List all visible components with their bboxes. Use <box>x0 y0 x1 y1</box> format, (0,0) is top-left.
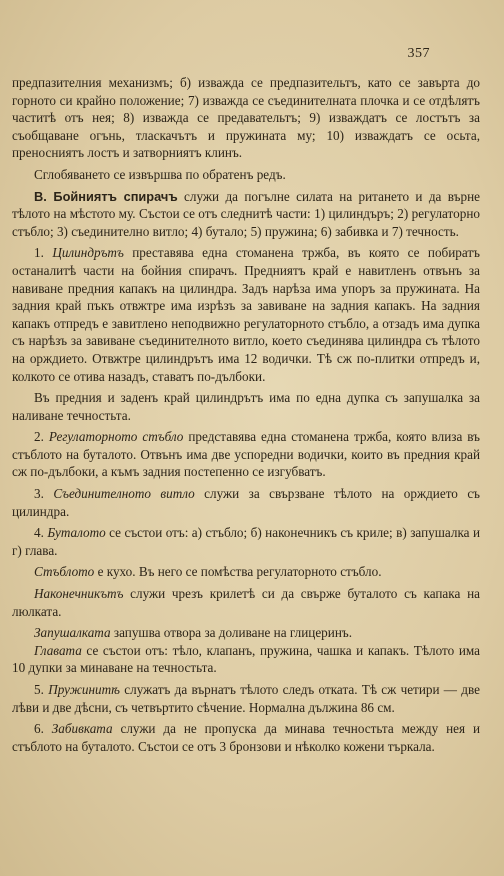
italic-term: Съединителното витло <box>53 486 195 502</box>
text-run: представява една стоманена тржба, която влиза въ стъблото на буталото. Отвънъ има две успоредни водички, които въ предния край сж по-дълбоки, а къмъ задния постепенно се изгубватъ. <box>12 429 480 480</box>
italic-term: Регулаторното стъбло <box>48 429 184 445</box>
text-run: се състои отъ: а) стъбло; б) наконечникъ съ криле; в) запушалка и г) глава. <box>12 525 481 558</box>
paragraph <box>12 563 480 581</box>
italic-term: Наконечникътъ <box>34 586 124 602</box>
italic-term: Пружинитѣ <box>48 682 120 697</box>
text-run: предпазителния механизмъ; б) изважда се предпазительтъ, като се завърта до горното си крайно положение; 7) изважда се съединителната плочка и се отдѣлятъ частитѣ отъ нея; 8) изважда се предавательтъ; 9) изваждатъ се лостътъ за съобщаване огънь, тласкачътъ и пружината му; 10) изваждатъ се осьта, преносниятъ лостъ и затворниятъ клинъ. <box>12 75 480 161</box>
paragraph <box>12 74 480 162</box>
paragraph <box>12 624 480 642</box>
text-run: Сглобяването се извършва по обратенъ редъ. <box>34 166 286 182</box>
text-run: запушва отвора за доливане на глицеринъ. <box>110 625 353 641</box>
italic-term: Главата <box>34 642 82 658</box>
text-run: служи чрезъ крилетѣ си да свърже буталото съ капака на люлката. <box>12 586 480 619</box>
text-run: Въ предния и заденъ край цилиндрътъ има по една дупка съ запушалка за наливане течностьта. <box>12 390 480 423</box>
page-text <box>12 74 480 755</box>
page-number: 357 <box>407 46 430 61</box>
text-run: служи за свързване тѣлото на орждието съ цилиндра. <box>12 486 481 519</box>
text-run: 1. <box>34 245 53 261</box>
paragraph <box>12 166 480 184</box>
italic-term: Цилиндрътъ <box>52 245 124 261</box>
italic-term: Буталото <box>47 525 106 541</box>
paragraph <box>12 642 480 677</box>
text-run: 6. <box>34 721 52 737</box>
text-run: служи да погълне силата на ритането и да върне тѣлото на мѣстото му. Състои се отъ следнитѣ части: 1) цилиндъръ; 2) регулаторно стъбло; 3) съединително витло; 4) бутало; 5) пружина; 6) забивка и 7) течность. <box>12 188 480 239</box>
paragraph <box>12 585 480 620</box>
text-run: е кухо. Въ него се помѣства регулаторното стъбло. <box>94 564 382 580</box>
italic-term: Запушалката <box>34 625 111 641</box>
text-run: 4. <box>34 525 48 541</box>
paragraph <box>12 524 480 559</box>
text-run: се състои отъ: тѣло, клапанъ, пружина, чашка и капакъ. Тѣлото има 10 дупки за минаване на течностьта. <box>12 642 480 676</box>
text-run: служи да не пропуска да минава течностьта между нея и стъблото на буталото. Състои се отъ 3 бронзови и нѣколко кожени търкала. <box>12 721 480 754</box>
text-run: служатъ да върнатъ тѣлото следъ отката. Тѣ сж четири — две лѣви и две дѣсни, съ четвъртито сѣчение. Нормална дължина 86 см. <box>12 682 480 715</box>
text-run: 5. <box>34 682 49 697</box>
section-heading: B. Бойниятъ спирачъ <box>34 188 178 204</box>
italic-term: Стъблото <box>34 564 95 580</box>
paragraph <box>12 389 480 424</box>
paragraph <box>12 720 480 755</box>
paragraph <box>12 485 480 520</box>
paragraph <box>12 244 480 385</box>
paragraph <box>12 188 480 241</box>
paragraph <box>12 428 480 481</box>
paragraph <box>12 681 480 716</box>
text-run: 3. <box>34 486 54 502</box>
text-run: преставява една стоманена тржба, въ която се побиратъ останалитѣ части на бойния спирачъ. Предниятъ край е навитленъ отвънъ за навиване предния капакъ на цилиндра. Задъ нарѣза има упоръ за пружината. На задния край пъкъ отвжтре има изрѣзъ за завиване на задния капакъ. На задния капакъ отпредъ е завитлено неподвижно регулаторното стъбло, а отзадъ има дупка съ нарѣзъ за завиване съединителното витло, което съединява цилиндра съ тѣлото на орждието. Отвжтре цилиндрътъ има 12 водички. Тѣ сж по-плитки отпредъ и, колкото се отива назадъ, ставатъ по-дълбоки. <box>12 245 480 384</box>
text-run: 2. <box>34 429 49 445</box>
italic-term: Забивката <box>51 721 113 737</box>
